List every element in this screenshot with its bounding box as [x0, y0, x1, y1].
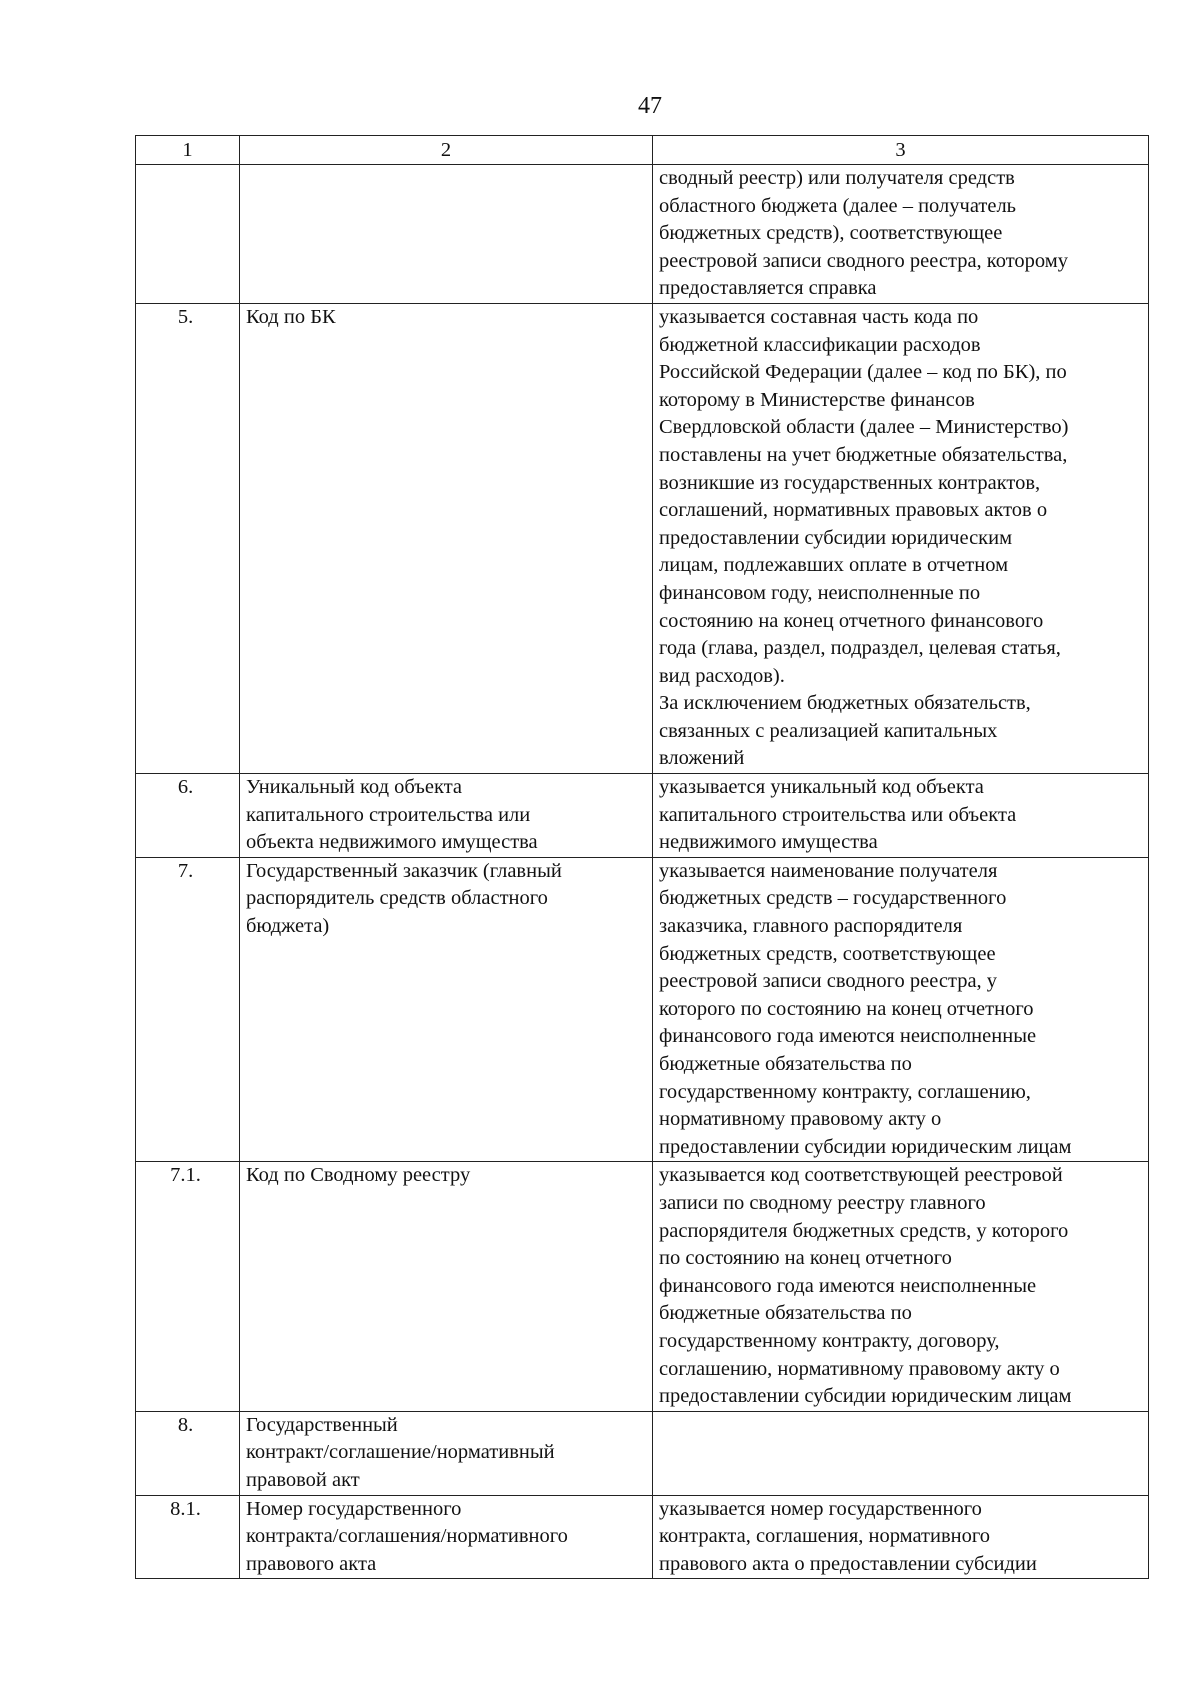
row-description-line: недвижимого имущества — [659, 831, 878, 854]
row-description-line: государственному контракту, договору, — [659, 1329, 1000, 1352]
row-description-cell — [653, 303, 1149, 773]
row-description-line: заказчика, главного распорядителя — [659, 915, 963, 938]
row-description-cell — [653, 857, 1149, 1162]
row-description-line: Свердловской области (далее – Министерство) — [659, 416, 1069, 439]
row-description-line: финансовом году, неисполненные по — [659, 581, 981, 604]
row-description-line: вид расходов). — [659, 664, 785, 687]
table-row — [136, 1411, 1149, 1495]
row-description-line: предоставляется справка — [659, 277, 877, 300]
row-description-line: которому в Министерстве финансов — [659, 388, 975, 411]
row-description-line: соглашений, нормативных правовых актов о — [659, 499, 1048, 522]
column-header-3: 3 — [653, 136, 1149, 165]
row-name-line: Код по БК — [246, 305, 336, 328]
row-description-line: финансового года имеются неисполненные — [659, 1274, 1037, 1297]
row-description-line: предоставлении субсидии юридическим — [659, 526, 1013, 549]
row-description-line: финансового года имеются неисполненные — [659, 1025, 1037, 1048]
row-description-line: нормативному правовому акту о — [659, 1108, 942, 1131]
row-name-cell — [240, 1495, 653, 1579]
row-number-cell: 8. — [136, 1411, 240, 1495]
column-header-2: 2 — [240, 136, 653, 165]
row-description-line: бюджетные обязательства по — [659, 1053, 912, 1075]
table-row — [136, 1162, 1149, 1411]
table-row — [136, 1495, 1149, 1579]
row-description-cell — [653, 1411, 1149, 1495]
row-name-line: объекта недвижимого имущества — [246, 831, 538, 854]
row-name-line: правового акта — [246, 1552, 377, 1575]
row-number-cell — [136, 165, 240, 304]
row-description-line: За исключением бюджетных обязательств, — [659, 692, 1031, 715]
row-description-line: распорядителя бюджетных средств, у которого — [659, 1219, 1069, 1242]
row-description-line: областного бюджета (далее – получатель — [659, 194, 1017, 217]
row-description-line: соглашению, нормативному правовому акту о — [659, 1357, 1060, 1380]
row-description-line: бюджетные обязательства по — [659, 1302, 912, 1325]
row-name-cell — [240, 165, 653, 304]
row-description-line: связанных с реализацией капитальных — [659, 719, 998, 742]
row-name-line: контракт/соглашение/нормативный — [246, 1441, 555, 1464]
row-description-line: бюджетных средств, соответствующее — [659, 942, 996, 965]
table-row — [136, 857, 1149, 1162]
row-description-line: лицам, подлежавших оплате в отчетном — [659, 554, 1009, 577]
row-description-line: указывается код соответствующей реестровой — [659, 1164, 1063, 1187]
row-description-line: бюджетной классификации расходов — [659, 333, 981, 356]
row-description-line: правового акта о предоставлении субсидии — [659, 1552, 1037, 1575]
row-description-line: государственному контракту, соглашению, — [659, 1080, 1031, 1103]
row-description-line: указывается уникальный код объекта — [659, 776, 984, 799]
row-number-cell: 5. — [136, 303, 240, 773]
row-description-line: капитального строительства или объекта — [659, 803, 1017, 826]
row-name-line: Номер государственного — [246, 1497, 462, 1520]
row-description-line: предоставлении субсидии юридическим лицам — [659, 1135, 1072, 1158]
row-description-line: записи по сводному реестру главного — [659, 1191, 986, 1214]
table-row — [136, 774, 1149, 858]
row-name-line: правовой акт — [246, 1468, 360, 1491]
row-name-cell — [240, 1411, 653, 1495]
row-description-line: предоставлении субсидии юридическим лицам — [659, 1385, 1072, 1408]
row-description-cell — [653, 1162, 1149, 1411]
row-number-cell: 8.1. — [136, 1495, 240, 1579]
row-name-line: Уникальный код объекта — [246, 776, 463, 799]
row-description-line: контракта, соглашения, нормативного — [659, 1525, 991, 1548]
row-description-line: указывается составная часть кода по — [659, 305, 979, 328]
row-description-line: бюджетных средств – государственного — [659, 887, 1007, 910]
row-description-line: указывается номер государственного — [659, 1497, 982, 1520]
row-description-line: реестровой записи сводного реестра, которому — [659, 249, 1068, 272]
row-description-cell — [653, 1495, 1149, 1579]
row-name-line: Государственный заказчик (главный — [246, 859, 562, 882]
table-row — [136, 303, 1149, 773]
row-description-line: состоянию на конец отчетного финансового — [659, 609, 1044, 632]
row-description-cell — [653, 165, 1149, 304]
row-name-line: Код по Сводному реестру — [246, 1164, 471, 1187]
table-body — [136, 165, 1149, 1579]
row-name-line: капитального строительства или — [246, 803, 531, 826]
row-number-cell: 7. — [136, 857, 240, 1162]
row-name-line: распорядитель средств областного — [246, 887, 548, 910]
row-name-cell — [240, 303, 653, 773]
row-description-line: указывается наименование получателя — [659, 859, 998, 882]
row-name-line: Государственный — [246, 1413, 398, 1436]
row-description-line: поставлены на учет бюджетные обязательства, — [659, 443, 1068, 466]
row-description-line: реестровой записи сводного реестра, у — [659, 970, 998, 993]
row-description-cell — [653, 774, 1149, 858]
row-description-line: возникшие из государственных контрактов, — [659, 471, 1041, 494]
row-description-line: года (глава, раздел, подраздел, целевая статья, — [659, 637, 1061, 660]
row-description-line: вложений — [659, 747, 745, 770]
row-number-cell: 6. — [136, 774, 240, 858]
page-number: 47 — [638, 93, 662, 119]
row-name-line: бюджета) — [246, 915, 330, 938]
table-row — [136, 165, 1149, 304]
row-description-line: Российской Федерации (далее – код по БК), по — [659, 361, 1067, 384]
column-header-1: 1 — [136, 136, 240, 165]
row-number-cell: 7.1. — [136, 1162, 240, 1411]
row-name-line: контракта/соглашения/нормативного — [246, 1525, 568, 1548]
table-header — [136, 136, 1149, 165]
row-name-cell — [240, 774, 653, 858]
row-name-cell — [240, 1162, 653, 1411]
table-header-row — [136, 136, 1149, 165]
row-name-cell — [240, 857, 653, 1162]
document-table — [135, 135, 1149, 1579]
row-description-line: сводный реестр) или получателя средств — [659, 167, 1015, 189]
row-description-line: которого по состоянию на конец отчетного — [659, 997, 1034, 1020]
row-description-line: бюджетных средств), соответствующее — [659, 222, 1003, 245]
row-description-line: по состоянию на конец отчетного — [659, 1247, 952, 1270]
